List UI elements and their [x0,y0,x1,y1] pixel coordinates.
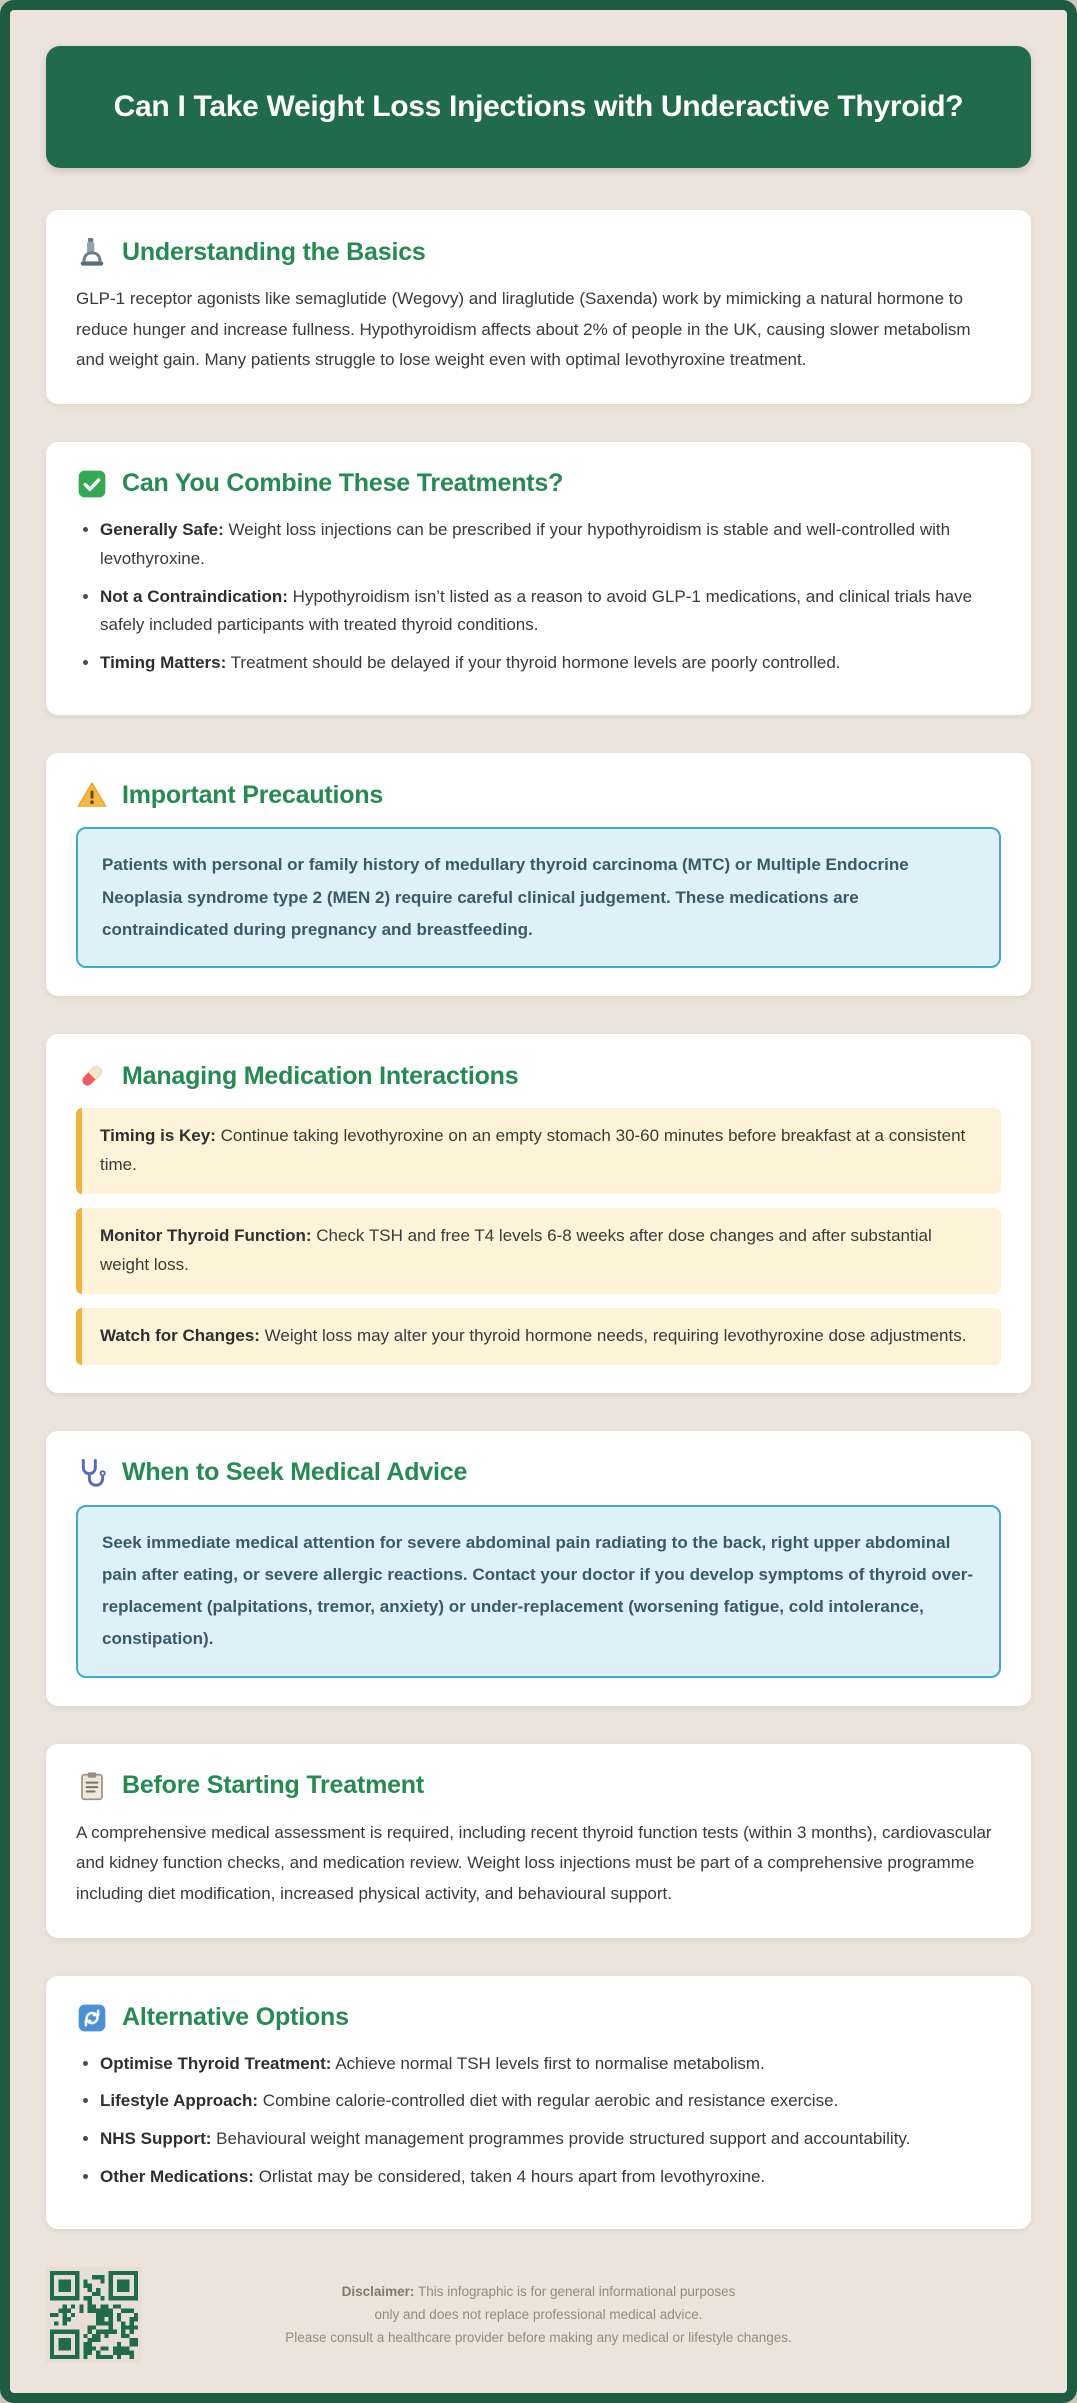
section-heading-row [76,1457,1001,1489]
item-text: Behavioural weight management programmes provide structured support and accountability. [211,2129,911,2149]
item-text: Achieve normal TSH levels first to normalise metabolism. [331,2053,765,2073]
combine-list [100,516,1001,678]
microscope-icon [76,236,108,268]
section-title: Understanding the Basics [122,237,426,266]
list-item [100,2087,1001,2116]
list-item [100,2125,1001,2154]
item-label: Not a Contraindication: [100,586,288,606]
item-label: Other Medications: [100,2167,254,2187]
list-item [100,583,1001,641]
interaction-callout [76,1208,1001,1294]
item-text: Hypothyroidism isn’t listed as a reason to avoid GLP-1 medications, and clinical trials have safely included participants with treated thyroid conditions. [100,586,973,635]
list-item [100,2050,1001,2079]
section-heading-row [76,2002,1001,2034]
item-label: Generally Safe: [100,519,224,539]
item-label: Monitor Thyroid Function: [100,1225,312,1245]
section-heading-row [76,468,1001,500]
alternatives-list [100,2050,1001,2193]
item-label: Optimise Thyroid Treatment: [100,2053,332,2073]
check-icon [76,468,108,500]
advice-callout: Seek immediate medical attention for severe abdominal pain radiating to the back, right upper abdominal pain after eating, or severe allergic reactions. Contact your doctor if you develop symptoms of thyroid over-replacement (palpitations, tremor, anxiety) or under-replacement (worsening fatigue, cold intolerance, constipation). [76,1505,1001,1678]
section-heading-row [76,1770,1001,1802]
interaction-callout [76,1108,1001,1194]
item-text: Orlistat may be considered, taken 4 hours apart from levothyroxine. [253,2167,766,2187]
pill-icon [76,1060,108,1092]
footer [46,2267,1031,2369]
item-text: Weight loss injections can be prescribed if your hypothyroidism is stable and well-controlled with levothyroxine. [100,519,951,568]
list-item [100,516,1001,574]
section-title: Before Starting Treatment [122,1771,425,1800]
item-text: Treatment should be delayed if your thyroid hormone levels are poorly controlled. [226,653,841,673]
item-text: Weight loss may alter your thyroid hormone needs, requiring levothyroxine dose adjustments. [259,1325,967,1345]
precautions-callout: Patients with personal or family history of medullary thyroid carcinoma (MTC) or Multiple Endocrine Neoplasia syndrome type 2 (MEN 2) require careful clinical judgement. These medications are contraindicated during pregnancy and breastfeeding. [76,827,1001,968]
section-interactions [46,1034,1031,1392]
section-heading-row [76,1060,1001,1092]
item-label: Timing Matters: [100,653,227,673]
section-advice [46,1431,1031,1706]
interaction-callout [76,1308,1001,1365]
item-text: Combine calorie-controlled diet with regular aerobic and resistance exercise. [258,2091,839,2111]
page-title: Can I Take Weight Loss Injections with Underactive Thyroid? [113,90,964,123]
list-item [100,649,1001,678]
header-banner [46,46,1031,168]
section-title: When to Seek Medical Advice [122,1458,468,1487]
item-label: Watch for Changes: [100,1325,260,1345]
warning-icon [76,779,108,811]
section-title: Managing Medication Interactions [122,1061,519,1090]
section-body: GLP-1 receptor agonists like semaglutide (Wegovy) and liraglutide (Saxenda) work by mimicking a natural hormone to reduce hunger and increase fullness. Hypothyroidism affects about 2% of people in the UK, causing slower metabolism and weight gain. Many patients struggle to lose weight even with optimal levothyroxine treatment. [76,289,971,370]
refresh-icon [76,2002,108,2034]
qr-code [46,2267,142,2363]
section-before [46,1744,1031,1938]
disclaimer-line: Please consult a healthcare provider before making any medical or lifestyle changes. [285,2329,792,2345]
section-title: Important Precautions [122,780,384,809]
disclaimer-label: Disclaimer: [341,2283,415,2299]
disclaimer-line [142,2281,935,2304]
section-alternatives [46,1976,1031,2230]
section-body: A comprehensive medical assessment is required, including recent thyroid function tests (within 3 months), cardiovascular and kidney function checks, and medication review. Weight loss injections must be part of a comprehensive programme including diet modification, increased physical activity, and behavioural support. [76,1822,992,1903]
section-heading-row [76,236,1001,268]
section-basics [46,210,1031,404]
stethoscope-icon [76,1457,108,1489]
item-text: Continue taking levothyroxine on an empty stomach 30-60 minutes before breakfast at a consistent time. [100,1126,966,1175]
item-label: Timing is Key: [100,1126,216,1146]
list-item [100,2163,1001,2192]
section-title: Can You Combine These Treatments? [122,469,564,498]
disclaimer-text: This infographic is for general informational purposes [414,2283,736,2299]
clipboard-icon [76,1770,108,1802]
section-heading-row [76,779,1001,811]
section-precautions [46,753,1031,996]
section-combine [46,442,1031,715]
disclaimer [142,2281,935,2350]
disclaimer-line: only and does not replace professional medical advice. [374,2306,703,2322]
item-label: NHS Support: [100,2129,212,2149]
item-text: Check TSH and free T4 levels 6-8 weeks after dose changes and after substantial weight loss. [100,1225,932,1274]
item-label: Lifestyle Approach: [100,2091,259,2111]
section-title: Alternative Options [122,2003,349,2032]
